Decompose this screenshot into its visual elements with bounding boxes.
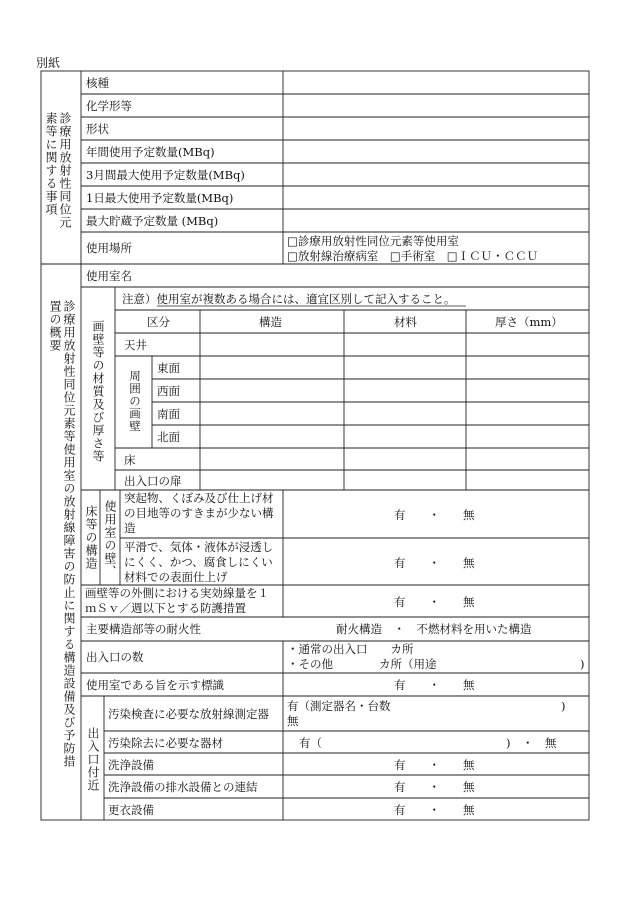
floor-item-1-yes-no: 有 ・ 無 (394, 508, 475, 522)
row-3month-use: 3月間最大使用予定数量(MBq) (86, 168, 245, 182)
row-shape: 形状 (86, 122, 109, 136)
wall-north: 北面 (157, 430, 180, 444)
wall-west: 西面 (157, 384, 180, 398)
appendix-label: 別紙 (36, 56, 61, 70)
wall-south: 南面 (157, 407, 180, 421)
col-category: 区分 (147, 315, 170, 329)
wall-east: 東面 (157, 361, 180, 375)
entrances-line2: ・その他 カ所（用途 (287, 657, 437, 671)
section2-title: 診療用放射性同位元素等使用室の放射線障害の防止に関する構造設備及び予防措置の概要 (48, 300, 76, 768)
fireproof-value: 耐火構造 ・ 不燃材料を用いた構造 (336, 622, 532, 636)
shield-measure: 画壁等の外側における実効線量を１ｍＳｖ／週以下とする防護措置 (85, 586, 269, 615)
use-place-option-1: □診療用放射性同位元素等使用室 (287, 234, 459, 248)
wall-floor: 床 (124, 453, 136, 467)
entrance-area-title: 出入口付近 (86, 727, 100, 792)
col-thickness: 厚さ（mm） (495, 315, 563, 329)
floor-item-1: 突起物、くぼみ及び仕上げ材の目地等のすきまが少ない構造 (124, 491, 274, 535)
sign-yes-no: 有 ・ 無 (394, 678, 475, 692)
entrance-row-wash: 洗浄設備 (108, 758, 154, 772)
meter-none: 無 (287, 714, 299, 728)
section1-title: 診療用放射性同位元素等に関する事項 (44, 112, 72, 229)
row-annual-use: 年間使用予定数量(MBq) (86, 145, 215, 159)
equipment-value: 有（ (299, 736, 322, 750)
wash-yes-no: 有 ・ 無 (394, 758, 475, 772)
entrance-row-equipment: 汚染除去に必要な器材 (108, 736, 223, 750)
entrance-row-drain: 洗浄設備の排水設備との連結 (108, 780, 258, 794)
use-place-option-2: □放射線治療病室 □手術室 □ＩＣＵ・ＣＣＵ (287, 249, 539, 263)
row-max-storage: 最大貯蔵予定数量 (MBq) (86, 214, 219, 228)
drain-yes-no: 有 ・ 無 (394, 780, 475, 794)
row-daily-use: 1日最大使用予定数量(MBq) (86, 191, 234, 205)
walls-note: 注意）使用室が複数ある場合には、適宜区別して記入すること。 (122, 292, 456, 306)
row-nuclide: 核種 (86, 76, 109, 90)
row-chemical-form: 化学形等 (86, 99, 132, 113)
col-material: 材料 (394, 315, 417, 329)
walls-title: 画壁等の材質及び厚さ等 (91, 320, 105, 463)
entrances-label: 出入口の数 (86, 650, 144, 664)
floor-item-2: 平滑で、気体・液体が浸透しにくく、かつ、腐食しにくい材料での表面仕上げ (124, 540, 274, 584)
entrances-line1: ・通常の出入口 カ所 (287, 642, 414, 656)
equipment-close: ) ・ 無 (506, 736, 557, 750)
entrance-row-changing: 更衣設備 (108, 803, 154, 817)
meter-close: ) (561, 699, 566, 713)
changing-yes-no: 有 ・ 無 (394, 803, 475, 817)
fireproof-label: 主要構造部等の耐火性 (86, 622, 201, 636)
room-name-label: 使用室名 (86, 269, 132, 283)
row-use-place: 使用場所 (86, 241, 132, 255)
surround-title: 周囲の画壁 (128, 370, 142, 433)
sign-label: 使用室である旨を示す標識 (86, 678, 224, 692)
meter-value: 有（測定器名・台数 (287, 699, 391, 713)
shield-yes-no: 有 ・ 無 (394, 595, 475, 609)
floor-structure-title: 床等の構造 (84, 505, 98, 570)
entrances-close: ) (580, 657, 585, 671)
col-structure: 構造 (259, 315, 282, 329)
entrance-row-meter: 汚染検査に必要な放射線測定器 (108, 707, 269, 721)
floor-structure-subtitle: 使用室の壁、 (103, 500, 117, 578)
wall-ceiling: 天井 (124, 338, 147, 352)
wall-door: 出入口の扉 (124, 474, 182, 488)
floor-item-2-yes-no: 有 ・ 無 (394, 556, 475, 570)
